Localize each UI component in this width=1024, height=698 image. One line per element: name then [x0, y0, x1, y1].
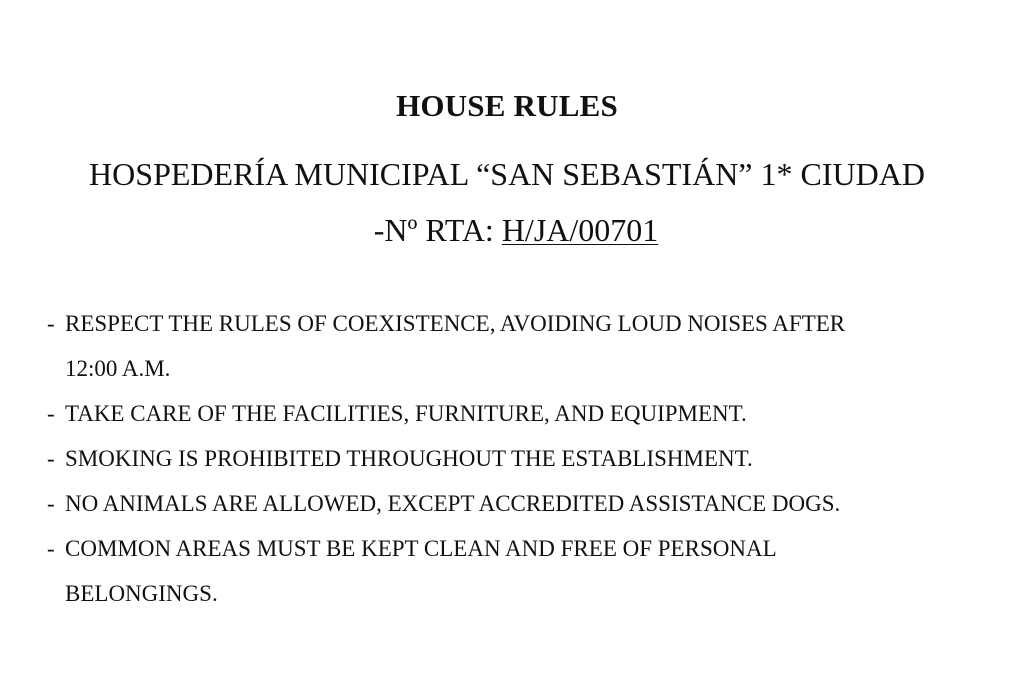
- registration-code: H/JA/00701: [501, 212, 659, 248]
- rule-text: SMOKING IS PROHIBITED THROUGHOUT THE ESTABLISHMENT.: [65, 446, 753, 471]
- page-title: HOUSE RULES: [396, 88, 618, 123]
- registration-prefix: -Nº RTA:: [373, 212, 502, 248]
- bullet-dash: -: [47, 401, 55, 426]
- rule-text: NO ANIMALS ARE ALLOWED, EXCEPT ACCREDITED ASSISTANCE DOGS.: [65, 491, 841, 516]
- rule-text: TAKE CARE OF THE FACILITIES, FURNITURE, AND EQUIPMENT.: [65, 401, 747, 426]
- list-item: [47, 526, 977, 616]
- bullet-dash: -: [47, 491, 55, 516]
- bullet-dash: -: [47, 536, 55, 561]
- rules-list: [47, 301, 977, 616]
- registration-line: [0, 212, 1024, 249]
- rule-text: RESPECT THE RULES OF COEXISTENCE, AVOIDING LOUD NOISES AFTER: [65, 311, 846, 336]
- list-item: [47, 436, 977, 481]
- bullet-dash: -: [47, 446, 55, 471]
- list-item: [47, 481, 977, 526]
- bullet-dash: -: [47, 311, 55, 336]
- rule-text-continued: 12:00 A.M.: [65, 356, 171, 381]
- rule-text-continued: BELONGINGS.: [65, 581, 218, 606]
- establishment-name: HOSPEDERÍA MUNICIPAL “SAN SEBASTIÁN” 1* CIUDAD: [89, 156, 925, 192]
- list-item: [47, 391, 977, 436]
- rule-text: COMMON AREAS MUST BE KEPT CLEAN AND FREE OF PERSONAL: [65, 536, 777, 561]
- list-item: [47, 301, 977, 391]
